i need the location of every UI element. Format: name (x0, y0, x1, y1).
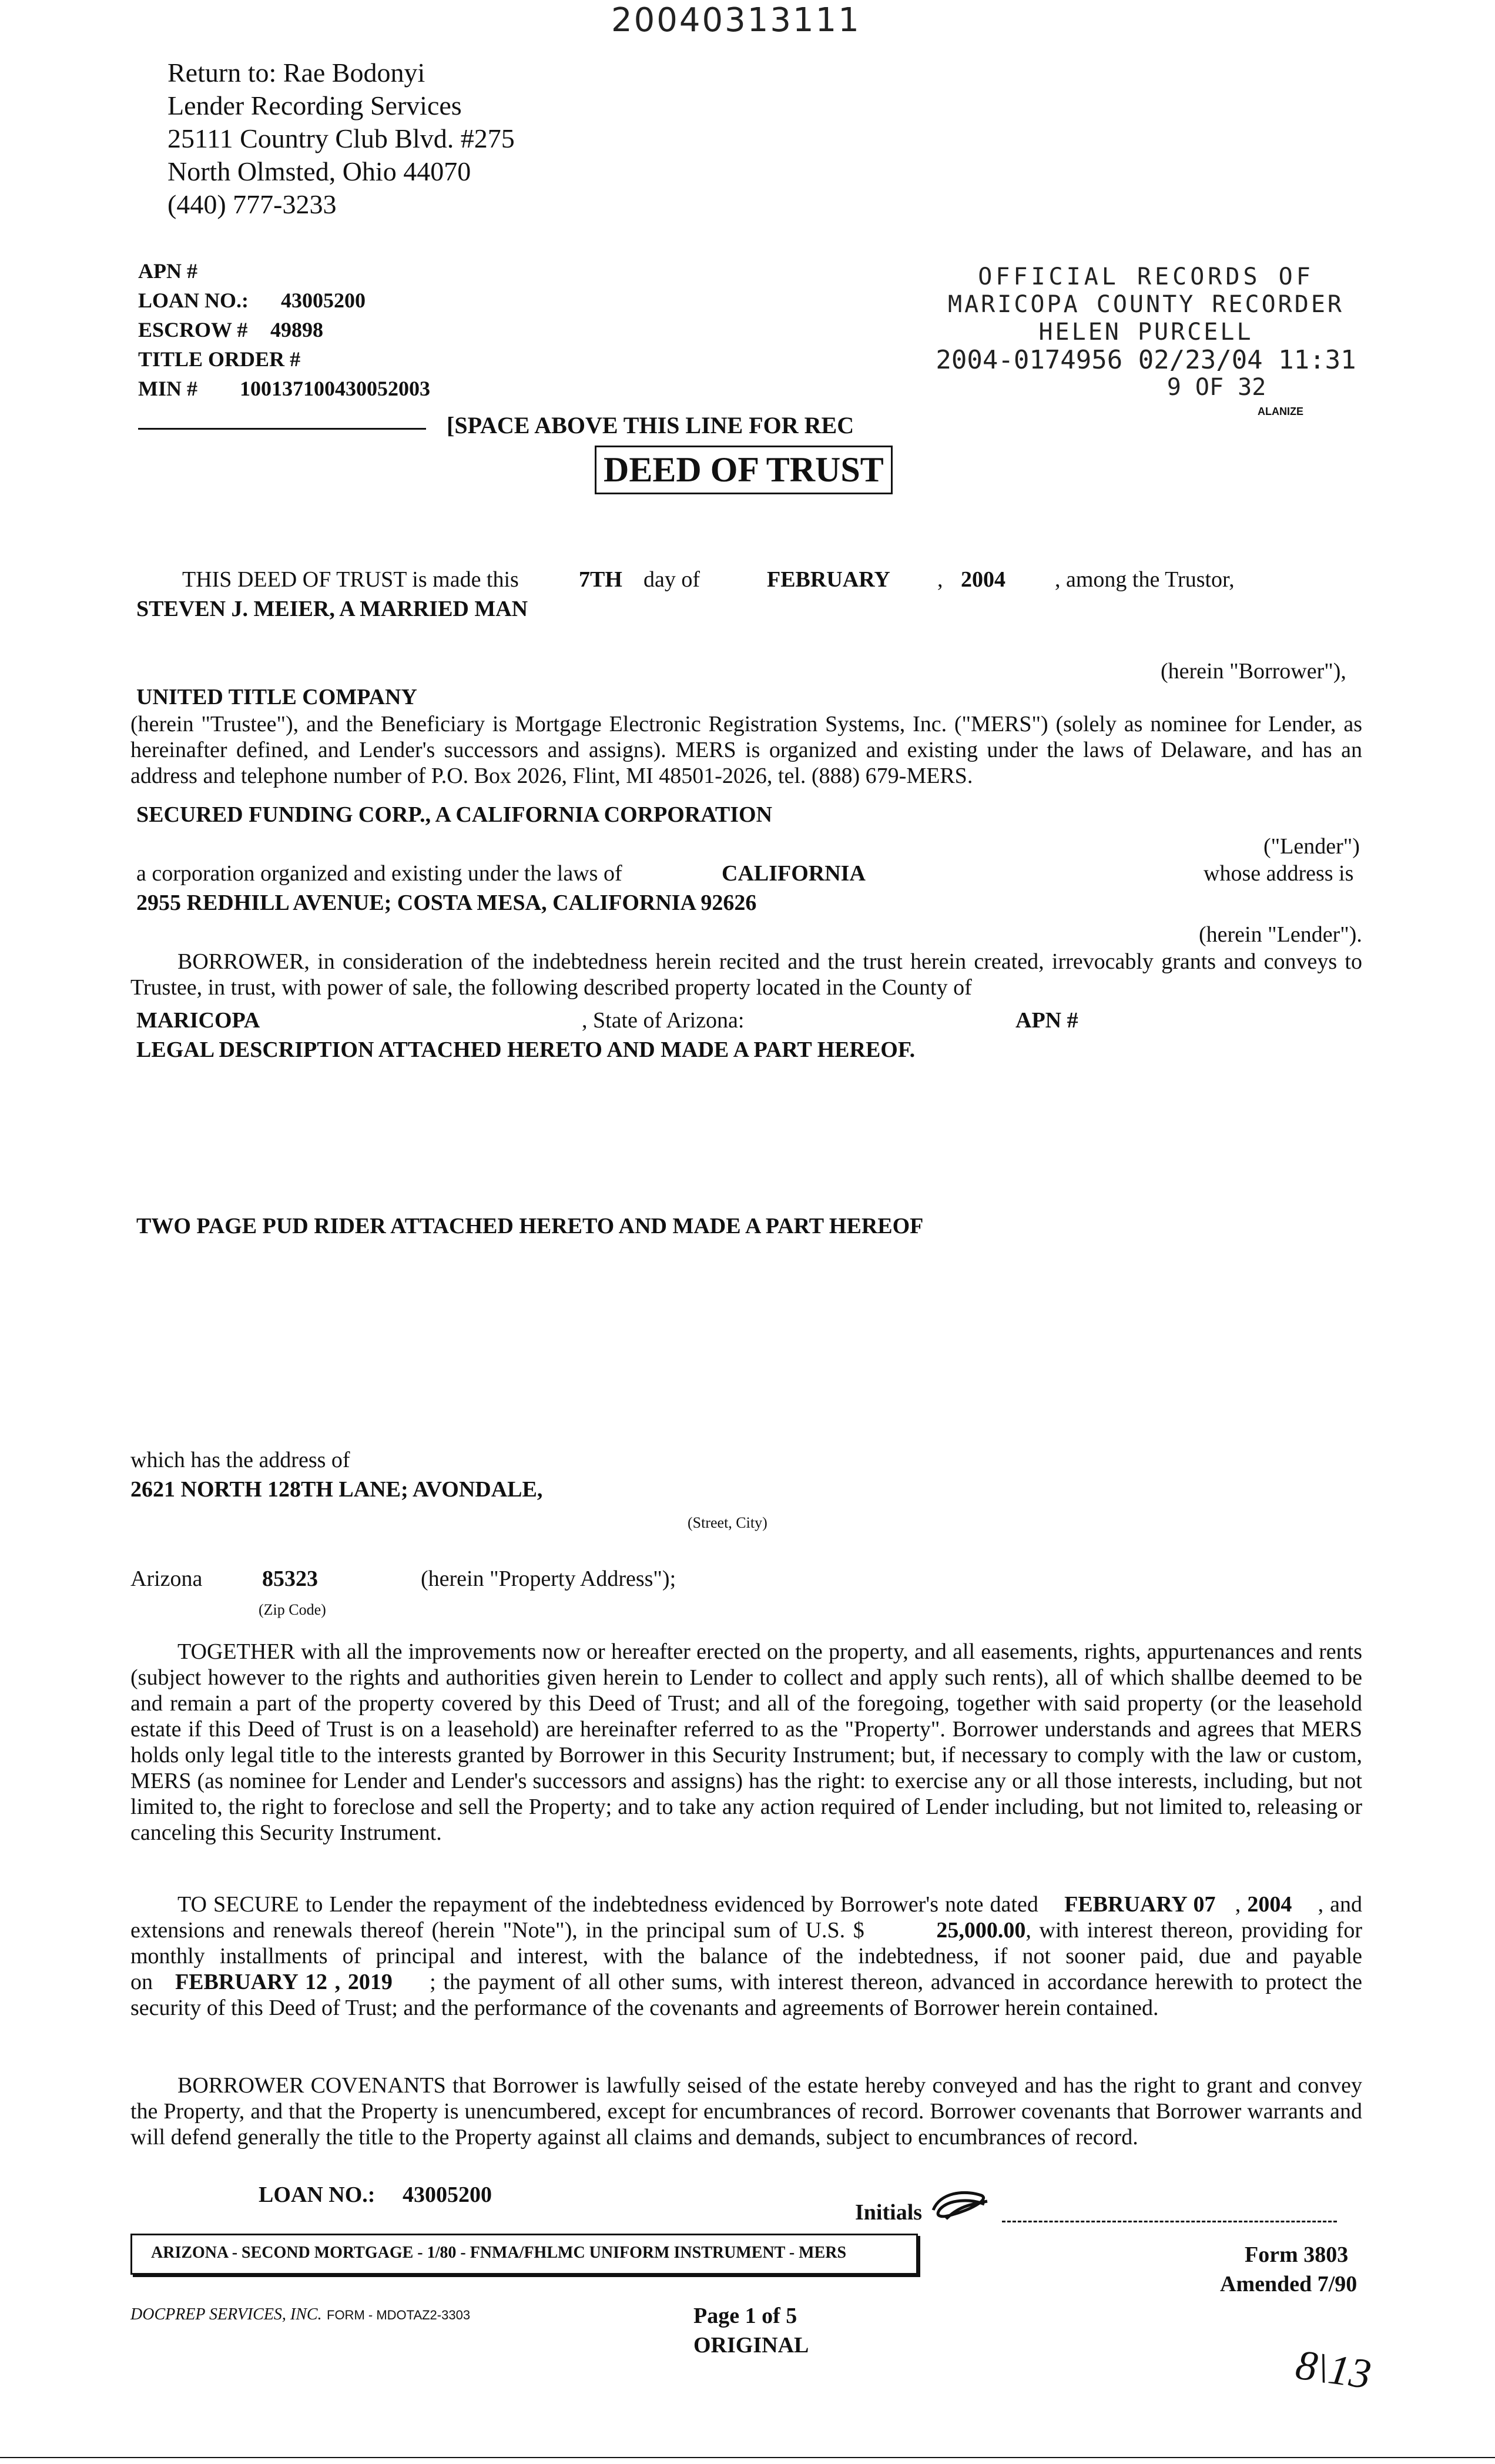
form-amended: Amended 7/90 (1220, 2272, 1357, 2296)
herein-borrower: (herein "Borrower"), (1161, 659, 1346, 684)
escrow-label: ESCROW # (138, 318, 248, 342)
property-street: 2621 NORTH 128TH LANE; AVONDALE, (130, 1477, 543, 1502)
form-box (130, 2234, 918, 2275)
return-line: (440) 777-3233 (167, 189, 337, 219)
intro-month: FEBRUARY (767, 567, 890, 592)
zip-caption: (Zip Code) (259, 1601, 326, 1618)
return-to-block (167, 56, 515, 221)
pud-rider: TWO PAGE PUD RIDER ATTACHED HERETO AND MADE A PART HEREOF (136, 1214, 924, 1238)
note-date: FEBRUARY 07 (1064, 1892, 1216, 1917)
footer-loan-value: 43005200 (403, 2182, 492, 2207)
loan-value: 43005200 (281, 289, 366, 312)
trustee-text: (herein "Trustee"), and the Beneficiary is Mortgage Electronic Registration Systems, Inc. ("MERS") (solely as nominee for Lender, as hereinafter defined, and Lender's successors and assigns). MERS is organized and existing under the laws of Delaware, and has an address and telephone number of P.O. Box 2026, Flint, MI 48501-2026, tel. (888) 679-MERS. (130, 712, 1362, 788)
recorder-clerk: ALANIZE (1258, 406, 1303, 417)
secure-t3: , and extensions and renewals thereof (herein "Note"), in the principal sum of U.S. $ (130, 1892, 1363, 1943)
intro-made-this: THIS DEED OF TRUST is made this (182, 567, 519, 592)
trustee-paragraph (130, 711, 1362, 789)
bottom-rule (0, 2457, 1495, 2458)
trustee-name: UNITED TITLE COMPANY (136, 685, 417, 709)
due-date: FEBRUARY 12 , 2019 (175, 1970, 393, 1994)
document-title: DEED OF TRUST (595, 446, 893, 494)
recorder-line: HELEN PURCELL (1038, 319, 1253, 346)
initials-blanks (1002, 2221, 1337, 2222)
space-above-rule (138, 428, 426, 430)
secure-t5: ; the payment of all other sums, with interest thereon, advanced in accordance herewith to protect the security of this Deed of Trust; and the performance of the covenants and agreements of Borrower herein contained. (130, 1970, 1363, 2020)
title-order-label: TITLE ORDER # (138, 347, 301, 371)
min-value: 100137100430052003 (240, 377, 430, 400)
grant-apn: APN # (1015, 1008, 1078, 1033)
intro-among: , among the Trustor, (1055, 567, 1235, 592)
secure-t4: , with interest thereon, providing for monthly installments of principal and interest, with the balance of the indebtedness, if not sooner paid, due and payable on (130, 1918, 1362, 1994)
recorder-line: OFFICIAL RECORDS OF (978, 263, 1314, 290)
secure-t2: , (1235, 1892, 1241, 1917)
secure-t1: TO SECURE to Lender the repayment of the indebtedness evidenced by Borrower's note dated (177, 1892, 1038, 1917)
escrow-value: 49898 (270, 318, 323, 342)
secure-text (130, 1891, 1362, 2021)
document-number: 20040313111 (611, 1, 861, 39)
footer-loan-label: LOAN NO.: (259, 2182, 376, 2207)
apn-label: APN # (138, 259, 197, 283)
return-line: North Olmsted, Ohio 44070 (167, 156, 471, 186)
legal-description: LEGAL DESCRIPTION ATTACHED HERETO AND MADE A PART HEREOF. (136, 1037, 916, 1062)
principal-amount: 25,000.00 (936, 1918, 1026, 1943)
intro-day-of: day of (643, 567, 700, 592)
covenants-text: BORROWER COVENANTS that Borrower is lawfully seised of the estate hereby conveyed and has the right to grant and convey the Property, and that the Property is unencumbered, except for encumbrances of record. Borrower covenants that Borrower warrants and will defend generally the title to the Property against all claims and demands, subject to encumbrances of record. (130, 2073, 1362, 2150)
space-above-label: [SPACE ABOVE THIS LINE FOR REC (447, 412, 854, 438)
form-code: FORM - MDOTAZ2-3303 (327, 2308, 471, 2322)
recorder-line: MARICOPA COUNTY RECORDER (948, 291, 1344, 318)
recorder-line: 2004-0174956 02/23/04 11:31 (936, 345, 1356, 375)
together-paragraph (130, 1639, 1362, 1846)
grant-text: BORROWER, in consideration of the indebtedness herein recited and the trust herein created, irrevocably grants and conveys to Trustee, in trust, with power of sale, the following described property located in the County of (130, 949, 1362, 1000)
lender-address: 2955 REDHILL AVENUE; COSTA MESA, CALIFORNIA 92626 (136, 890, 757, 915)
form-box-text: ARIZONA - SECOND MORTGAGE - 1/80 - FNMA/FHLMC UNIFORM INSTRUMENT - MERS (151, 2244, 847, 2262)
lender-state: CALIFORNIA (722, 861, 866, 886)
state-of-arizona: , State of Arizona: (582, 1008, 745, 1033)
page-number: Page 1 of 5 (693, 2304, 797, 2328)
handwritten-note: 8\13 (1293, 2341, 1375, 2398)
trustor-name: STEVEN J. MEIER, A MARRIED MAN (136, 597, 528, 621)
loan-label: LOAN NO.: (138, 289, 249, 312)
note-year: 2004 (1247, 1892, 1292, 1917)
property-zip: 85323 (262, 1566, 318, 1591)
recorder-line: 9 OF 32 (1166, 374, 1266, 401)
lender-tag: ("Lender") (1263, 834, 1360, 859)
grant-paragraph (130, 949, 1362, 1000)
covenants-paragraph (130, 2073, 1362, 2150)
initials-label: Initials (855, 2200, 923, 2225)
county-name: MARICOPA (136, 1008, 260, 1033)
together-text: TOGETHER with all the improvements now or hereafter erected on the property, and all easements, rights, appurtenances and rents (subject however to the rights and authorities given herein to Lender to collect and apply such rents), all of which shallbe deemed to be and remain a part of the property covered by this Deed of Trust; and all of the foregoing, together with said property (or the leasehold estate if this Deed of Trust is on a leasehold) are hereinafter referred to as the "Property". Borrower understands and agrees that MERS holds only legal title to the interests granted by Borrower in this Security Instrument; but, if necessary to comply with the law or custom, MERS (as nominee for Lender and Lender's successors and assigns) has the right: to exercise any or all those interests, including, but not limited to, the right to foreclose and sell the Property; and to take any action required of Lender including, but not limited to, releasing or canceling this Security Instrument. (130, 1639, 1362, 1845)
property-state: Arizona (130, 1566, 203, 1591)
herein-lender: (herein "Lender"). (1199, 922, 1362, 947)
recorder-stamp (905, 263, 1387, 401)
lender-name: SECURED FUNDING CORP., A CALIFORNIA CORPORATION (136, 802, 773, 827)
docprep-name: DOCPREP SERVICES, INC. (130, 2305, 322, 2324)
intro-comma: , (937, 567, 943, 592)
form-number: Form 3803 (1245, 2242, 1349, 2267)
original-label: ORIGINAL (693, 2333, 809, 2358)
property-address-herein: (herein "Property Address"); (421, 1566, 676, 1591)
street-caption: (Street, City) (688, 1514, 767, 1531)
secure-paragraph (130, 1891, 1362, 2021)
corp-text: a corporation organized and existing under the laws of (136, 861, 622, 886)
initials-signature-icon (928, 2187, 993, 2228)
return-line: Lender Recording Services (167, 91, 462, 120)
return-line: Return to: Rae Bodonyi (167, 58, 425, 88)
return-line: 25111 Country Club Blvd. #275 (167, 123, 515, 153)
intro-year: 2004 (961, 567, 1005, 592)
intro-day: 7TH (579, 567, 622, 592)
whose-address: whose address is (1204, 861, 1354, 886)
address-label: which has the address of (130, 1448, 350, 1472)
min-label: MIN # (138, 377, 197, 400)
